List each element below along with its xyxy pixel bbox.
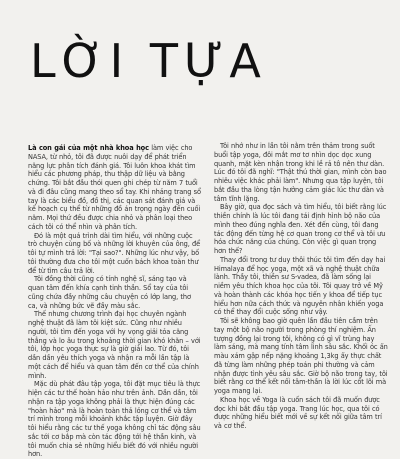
paragraph: Bây giờ, qua đọc sách và tìm hiểu, tôi biết rằng lúc thiền chính là lúc tôi đang tái định hình bộ não của mình theo đúng nghĩa đen. Xét đến cùng, tôi đang tác động đến từng hệ cơ quan trong cơ thể và tôi ưu hóa chức năng của chúng. Còn việc gì quan trọng hơn thế? [214,203,387,255]
lead-text: làm việc cho NASA, từ nhỏ, tôi đã được nuôi dạy để phát triển năng lực phân tích đánh giá. Tôi luôn khoa khát tìm hiểu các phương pháp, thu thập dữ liệu và bằng chứng. Tôi bắt đầu thói quen ghi chép từ năm 7 tuổi và đi đâu cũng mang theo sổ tay. Khi nhảng trang sổ tay là các biểu đồ, đồ thị, các quan sát đánh giá và kế hoạch cụ thể từ những đồ án trọng ngày đến cuối năm. Mọi thứ đều được chia nhỏ và phân loại theo cách tôi có thể nhìn và phân tích. [28,144,201,231]
paragraph: Tôi nhớ như in lần tôi nằm trên thảm trong suốt buổi tập yoga, đôi mắt mơ tơ nhìn dọc dọc xung quanh, mặt kèn nhận trong khi lề rả tô nên thư dàn. Lúc đó tôi đã nghĩ: "Thật thú thời gian, mình còn bao nhiêu việc khác phải làm". Nhưng qua tập luyện, tôi bắt đầu tha lòng tận hưởng cảm giác lúc thư dàn và tâm tĩnh lặng. [214,142,387,203]
page-title: LỜI TỰA [30,34,267,88]
paragraph: Đó là một quá trình dài tìm hiểu, với những cuộc trò chuyện cùng bố và những lời khuyên của ông, để tôi tự mình trả lời: "Tại sao?". Những lúc như vậy, bố tôi thường đưa cho tôi một cuốn bách khoa toàn thư để từ tìm câu trả lời. [28,231,201,275]
left-text-column [28,144,202,459]
paragraph: Tôi sẽ không bao giờ quên lần đầu tiên cầm trên tay một bộ não người trong phòng thí nghiệm. Ấn tượng đồng lại trong tôi, không có gì vĩ trùng hay làm sáng, mà mang tính tâm linh sâu sắc. Khối óc ấn màu xám gập nếp nặng khoảng 1,3kg ấy thực chất đã từng làm những phép toán phi thường và cảm nhận được tình yêu sâu sắc. Giờ bộ não trong tay, tôi biết rằng cơ thể kết nối tâm-thần là lời lúc cốt lõi mà yoga mang lại. [214,317,388,395]
lead-bold-phrase: Là con gái của một nhà khoa học [28,144,149,152]
paragraph: Thay đổi trong tư duy thôi thúc tôi tìm đến dạy hai Himalaya để học yoga, một xã và nghệ thuật chữa lành. Thầy tôi, thiền sư S-vadea, đã làm sống lại niềm yêu thích khoa học của tôi. Tôi quay trở về Mỹ và hoàn thành các khóa học tiến y khoa để tiếp tục hiểu hơn nữa cách thức và nguyên nhân khiến yoga có thể thay đổi cuộc sống như vậy. [214,255,386,317]
paragraph: Mặc dù phát đâu tập yoga, tôi đặt mục tiêu là thực hiện các tư thế hoàn hảo như trên ảnh. Dần dần, tôi nhận ra tập yoga không phải là thực hiện đúng các "hoàn hảo" mà là hoàn toàn thả lỏng cơ thể và tâm trí mình trong mỗi khoảnh khắc tập luyện. Giờ đây tôi hiểu rằng các tư thế yoga không chỉ tác động sâu sắc tới cơ bắp mà còn tác động tới hệ thần kinh, và tôi muốn chia sẻ những hiểu biết đó với nhiều người hơn. [28,380,201,459]
paragraph: Tôi đồng thời cũng có tính nghệ sĩ, sáng tạo và quan tâm đến khía cạnh tinh thần. Sổ tay của tôi cũng chứa đầy những câu chuyện có lớp lang, thơ ca, và những bức vẽ đầy màu sắc. [28,275,191,310]
lead-paragraph [28,144,202,232]
paragraph: Thế nhưng chương trình đại học chuyên ngành nghệ thuật đã làm tôi kiệt sức. Cũng như nhiều người, tôi tìm đến yoga với hy vọng giải tỏa căng thẳng và lo âu trong khoảng thời gian khó khăn – với tôi, lớp học yoga thực sự là giờ giải lao. Từ đó, tôi dần dần yêu thích yoga và nhận ra mỗi lần tập là một cách để hiểu và quan tâm đến cơ thể của chính mình. [28,310,201,380]
right-text-column [214,142,388,430]
paragraph: Khoa học về Yoga là cuốn sách tôi đã muốn được đọc khi bắt đầu tập yoga. Trang lúc học, qua tôi có được những hiểu biết mới về sự kết nối giữa tâm trí và cơ thể. [214,395,382,430]
